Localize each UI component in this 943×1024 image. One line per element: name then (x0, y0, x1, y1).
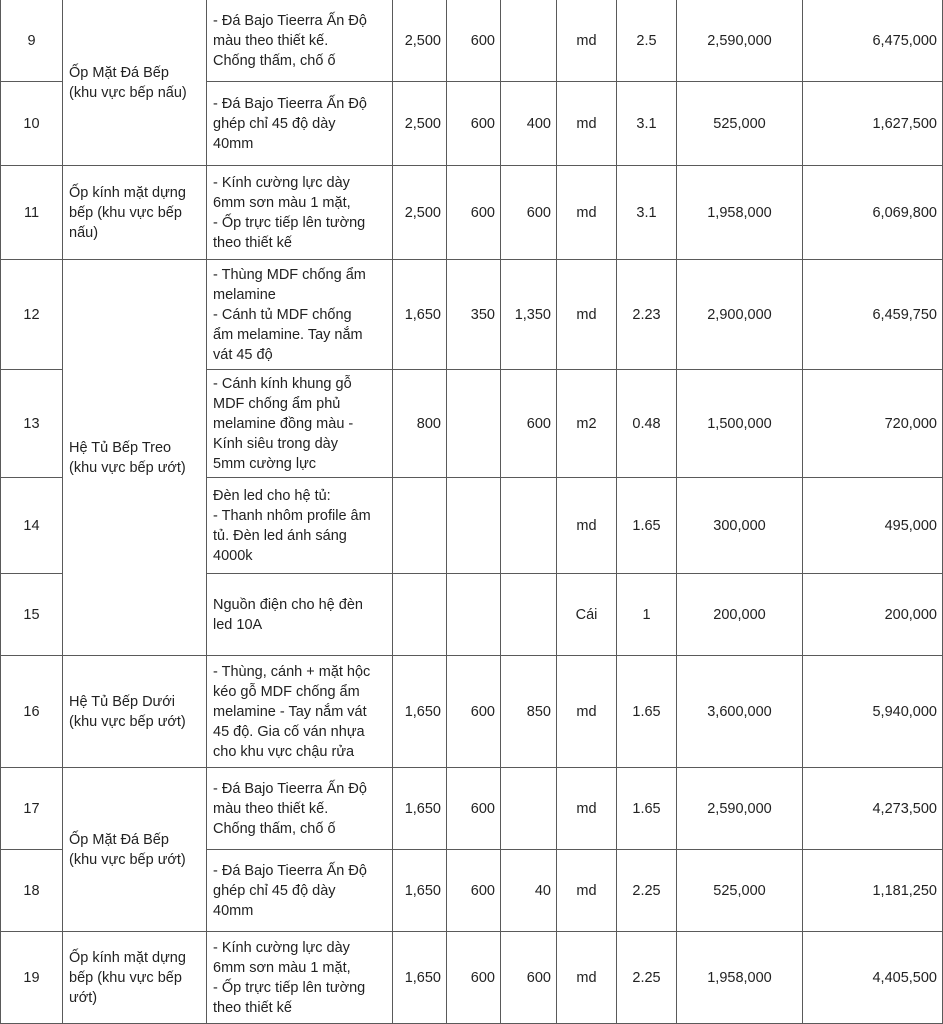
total-cell: 5,940,000 (803, 656, 943, 768)
height-cell: 600 (501, 166, 557, 260)
height-cell: 600 (501, 932, 557, 1024)
height-cell: 40 (501, 850, 557, 932)
unit-cell: md (557, 0, 617, 82)
unit-cell: md (557, 656, 617, 768)
row-number: 10 (1, 82, 63, 166)
length-cell: 2,500 (393, 166, 447, 260)
category-cell: Ốp kính mặt dựng bếp (khu vực bếp ướt) (63, 932, 207, 1024)
unit-cell: md (557, 932, 617, 1024)
quantity-cell: 0.48 (617, 370, 677, 478)
description-cell: Đèn led cho hệ tủ: - Thanh nhôm profile âm tủ. Đèn led ánh sáng 4000k (207, 478, 393, 574)
depth-cell: 600 (447, 850, 501, 932)
unit-price-cell: 525,000 (677, 82, 803, 166)
row-number: 15 (1, 574, 63, 656)
description-cell: - Thùng MDF chống ẩm melamine - Cánh tủ MDF chống ẩm melamine. Tay nắm vát 45 độ (207, 260, 393, 370)
length-cell: 1,650 (393, 656, 447, 768)
quantity-cell: 2.25 (617, 932, 677, 1024)
row-number: 14 (1, 478, 63, 574)
depth-cell (447, 574, 501, 656)
length-cell: 800 (393, 370, 447, 478)
depth-cell: 600 (447, 768, 501, 850)
total-cell: 720,000 (803, 370, 943, 478)
height-cell (501, 768, 557, 850)
unit-cell: md (557, 478, 617, 574)
depth-cell: 350 (447, 260, 501, 370)
quantity-cell: 1.65 (617, 478, 677, 574)
depth-cell: 600 (447, 82, 501, 166)
quantity-cell: 3.1 (617, 82, 677, 166)
height-cell: 1,350 (501, 260, 557, 370)
category-cell: Ốp Mặt Đá Bếp (khu vực bếp ướt) (63, 768, 207, 932)
quantity-cell: 3.1 (617, 166, 677, 260)
depth-cell: 600 (447, 166, 501, 260)
row-number: 9 (1, 0, 63, 82)
length-cell: 1,650 (393, 932, 447, 1024)
unit-price-cell: 2,590,000 (677, 768, 803, 850)
quantity-cell: 2.23 (617, 260, 677, 370)
category-cell: Hệ Tủ Bếp Treo (khu vực bếp ướt) (63, 260, 207, 656)
quantity-cell: 1.65 (617, 768, 677, 850)
unit-cell: md (557, 850, 617, 932)
unit-cell: md (557, 768, 617, 850)
length-cell: 1,650 (393, 768, 447, 850)
unit-cell: md (557, 82, 617, 166)
table-row (1, 932, 943, 1024)
row-number: 18 (1, 850, 63, 932)
total-cell: 495,000 (803, 478, 943, 574)
category-cell: Ốp kính mặt dựng bếp (khu vực bếp nấu) (63, 166, 207, 260)
unit-price-cell: 2,590,000 (677, 0, 803, 82)
unit-price-cell: 2,900,000 (677, 260, 803, 370)
unit-price-cell: 200,000 (677, 574, 803, 656)
description-cell: - Kính cường lực dày 6mm sơn màu 1 mặt, - Ốp trực tiếp lên tường theo thiết kế (207, 166, 393, 260)
quantity-cell: 2.5 (617, 0, 677, 82)
height-cell (501, 478, 557, 574)
unit-price-cell: 1,958,000 (677, 932, 803, 1024)
description-cell: Nguồn điện cho hệ đèn led 10A (207, 574, 393, 656)
length-cell (393, 574, 447, 656)
total-cell: 4,273,500 (803, 768, 943, 850)
row-number: 19 (1, 932, 63, 1024)
unit-price-cell: 3,600,000 (677, 656, 803, 768)
category-cell: Hệ Tủ Bếp Dưới (khu vực bếp ướt) (63, 656, 207, 768)
depth-cell: 600 (447, 932, 501, 1024)
total-cell: 1,627,500 (803, 82, 943, 166)
unit-cell: Cái (557, 574, 617, 656)
length-cell (393, 478, 447, 574)
description-cell: - Thùng, cánh + mặt hộc kéo gỗ MDF chống ẩm melamine - Tay nắm vát 45 độ. Gia cố ván nhựa cho khu vực chậu rửa (207, 656, 393, 768)
row-number: 12 (1, 260, 63, 370)
length-cell: 2,500 (393, 82, 447, 166)
unit-cell: m2 (557, 370, 617, 478)
row-number: 17 (1, 768, 63, 850)
depth-cell (447, 370, 501, 478)
description-cell: - Đá Bajo Tieerra Ấn Độ ghép chỉ 45 độ dày 40mm (207, 82, 393, 166)
quantity-cell: 1.65 (617, 656, 677, 768)
total-cell: 6,475,000 (803, 0, 943, 82)
height-cell (501, 0, 557, 82)
description-cell: - Đá Bajo Tieerra Ấn Độ ghép chỉ 45 độ dày 40mm (207, 850, 393, 932)
table-row (1, 260, 943, 370)
height-cell (501, 574, 557, 656)
unit-price-cell: 525,000 (677, 850, 803, 932)
description-cell: - Đá Bajo Tieerra Ấn Độ màu theo thiết kế. Chống thấm, chố ố (207, 768, 393, 850)
description-cell: - Đá Bajo Tieerra Ấn Độ màu theo thiết kế. Chống thấm, chố ố (207, 0, 393, 82)
unit-cell: md (557, 260, 617, 370)
table-row (1, 0, 943, 82)
length-cell: 2,500 (393, 0, 447, 82)
unit-cell: md (557, 166, 617, 260)
height-cell: 600 (501, 370, 557, 478)
description-cell: - Kính cường lực dày 6mm sơn màu 1 mặt, - Ốp trực tiếp lên tường theo thiết kế (207, 932, 393, 1024)
depth-cell (447, 478, 501, 574)
table-row (1, 768, 943, 850)
total-cell: 4,405,500 (803, 932, 943, 1024)
row-number: 16 (1, 656, 63, 768)
depth-cell: 600 (447, 0, 501, 82)
depth-cell: 600 (447, 656, 501, 768)
table-row (1, 166, 943, 260)
row-number: 13 (1, 370, 63, 478)
total-cell: 6,069,800 (803, 166, 943, 260)
length-cell: 1,650 (393, 260, 447, 370)
table-row (1, 656, 943, 768)
description-cell: - Cánh kính khung gỗ MDF chống ẩm phủ melamine đồng màu - Kính siêu trong dày 5mm cường lực (207, 370, 393, 478)
total-cell: 6,459,750 (803, 260, 943, 370)
height-cell: 850 (501, 656, 557, 768)
quantity-cell: 1 (617, 574, 677, 656)
length-cell: 1,650 (393, 850, 447, 932)
height-cell: 400 (501, 82, 557, 166)
total-cell: 200,000 (803, 574, 943, 656)
total-cell: 1,181,250 (803, 850, 943, 932)
unit-price-cell: 1,500,000 (677, 370, 803, 478)
quantity-cell: 2.25 (617, 850, 677, 932)
unit-price-cell: 1,958,000 (677, 166, 803, 260)
category-cell: Ốp Mặt Đá Bếp (khu vực bếp nấu) (63, 0, 207, 166)
row-number: 11 (1, 166, 63, 260)
unit-price-cell: 300,000 (677, 478, 803, 574)
